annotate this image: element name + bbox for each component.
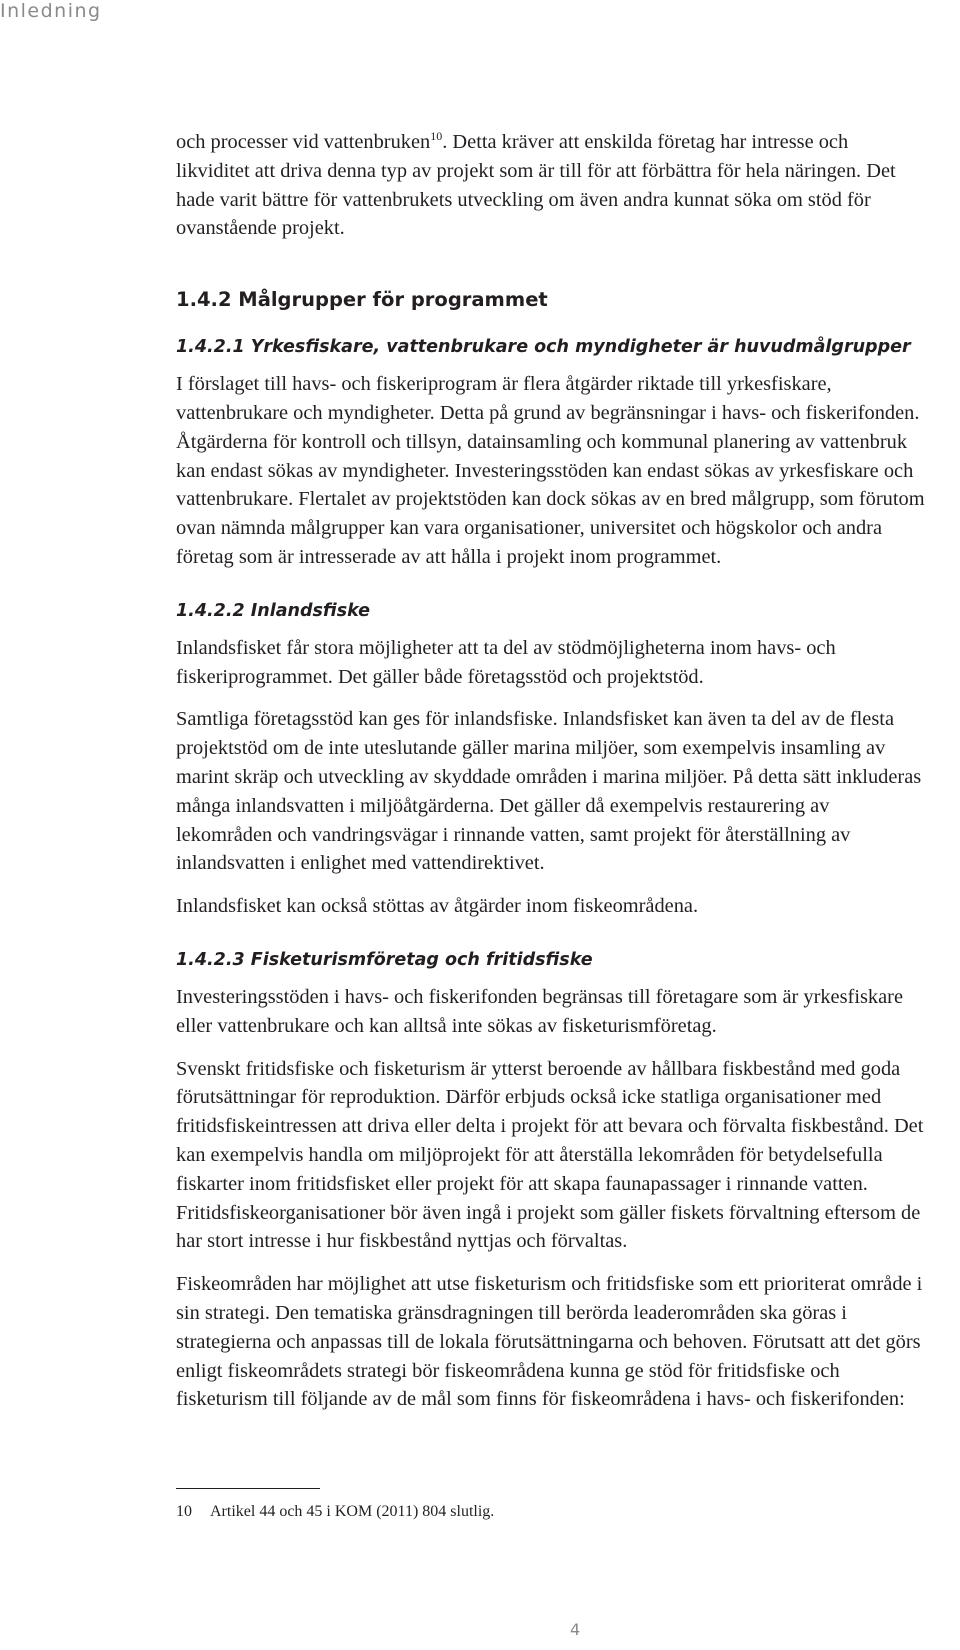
paragraph-fishing-tourism-2: Svenskt fritidsfiske och fisketurism är ytterst beroende av hållbara fiskbestånd med goda förutsättningar för reproduktion. Därför erbjuds också icke statliga organisationer med fritidsfiskeintressen att driva eller delta i projekt för att bevara och förvalta fiskbestånd. Det kan exempelvis handla om miljöprojekt för att återställa lekområden för betydelsefulla fiskarter inom fritidsfisket eller projekt för att skapa faunapassager i rinnande vatten. Fritidsfiskeorganisationer bör även ingå i projekt som gäller fiskets förvaltning eftersom de har stort intresse i hur fiskbestånd nyttjas och förvaltas.	[176, 1057, 924, 1253]
section-heading-1-4-2: 1.4.2 Målgrupper för programmet	[176, 288, 548, 312]
subsection-heading-1-4-2-3: 1.4.2.3 Fisketurismföretag och fritidsfiske	[176, 949, 593, 970]
page-body	[176, 128, 926, 1414]
footnote-divider	[176, 1488, 320, 1489]
paragraph-fishing-tourism-1: Investeringsstöden i havs- och fiskerifonden begränsas till företagare som är yrkesfiskare eller vattenbrukare och kan alltså inte sökas av fisketurismföretag.	[176, 985, 904, 1037]
paragraph-inland-fishing-1: Inlandsfisket får stora möjligheter att ta del av stödmöjligheterna inom havs- och fiskeriprogrammet. Det gäller både företagsstöd och projektstöd.	[176, 636, 836, 688]
footnote-reference[interactable]: 10	[430, 129, 443, 144]
subsection-heading-1-4-2-2: 1.4.2.2 Inlandsfiske	[176, 600, 370, 621]
subsection-heading-1-4-2-1: 1.4.2.1 Yrkesfiskare, vattenbrukare och myndigheter är huvudmålgrupper	[176, 337, 911, 358]
footnote-text: Artikel 44 och 45 i KOM (2011) 804 slutlig.	[210, 1503, 495, 1520]
running-header: Inledning	[0, 0, 102, 22]
paragraph-fishing-tourism-3: Fiskeområden har möjlighet att utse fisketurism och fritidsfiske som ett prioriterat område i sin strategi. Den tematiska gränsdragningen till berörda leaderområden ska göras i strategierna och anpassas till de lokala förutsättningarna och behoven. Förutsatt att det görs enligt fiskeområdets strategi bör fiskeområdena kunna ge stöd för fritidsfiske och fisketurism till följande av de mål som finns för fiskeområdena i havs- och fiskerifonden:	[176, 1273, 923, 1411]
paragraph-target-groups: I förslaget till havs- och fiskeriprogram är flera åtgärder riktade till yrkesfiskare, vattenbrukare och myndigheter. Detta på grund av begränsningar i havs- och fiskerifonden. Åtgärderna för kontroll och tillsyn, datainsamling och kommunal planering av vattenbruk kan endast sökas av myndigheter. Investeringsstöden kan endast sökas av yrkesfiskare och vattenbrukare. Flertalet av projektstöden kan dock sökas av en bred målgrupp, som förutom ovan nämnda målgrupper kan vara organisationer, universitet och högskolor och andra företag som är intresserade av att hålla i projekt inom programmet.	[176, 373, 925, 568]
footnote-number: 10	[176, 1503, 192, 1520]
footnote	[176, 1502, 494, 1522]
page-number: 4	[570, 1620, 581, 1639]
paragraph-intro-text-end: . Detta kräver att enskilda företag har intresse och likviditet att driva denna typ av projekt som är till för att förbättra för hela näringen. Det hade varit bättre för vattenbrukets utveckling om även andra kunnat söka om stöd för ovanstående projekt.	[176, 131, 896, 240]
paragraph-inland-fishing-2: Samtliga företagsstöd kan ges för inlandsfiske. Inlandsfisket kan även ta del av de flesta projektstöd om de inte uteslutande gäller marina miljöer, som exempelvis insamling av marint skräp och utveckling av skyddade områden i marina miljöer. På detta sätt inkluderas många inlandsvatten i miljöåtgärderna. Det gäller då exempelvis restaurering av lekområden och vandringsvägar i rinnande vatten, samt projekt för återställning av inlandsvatten i enlighet med vattendirektivet.	[176, 708, 922, 875]
paragraph-inland-fishing-3: Inlandsfisket kan också stöttas av åtgärder inom fiskeområdena.	[176, 895, 699, 918]
paragraph-intro-text-start: och processer vid vattenbruken	[176, 131, 431, 153]
paragraph-intro	[176, 128, 926, 243]
